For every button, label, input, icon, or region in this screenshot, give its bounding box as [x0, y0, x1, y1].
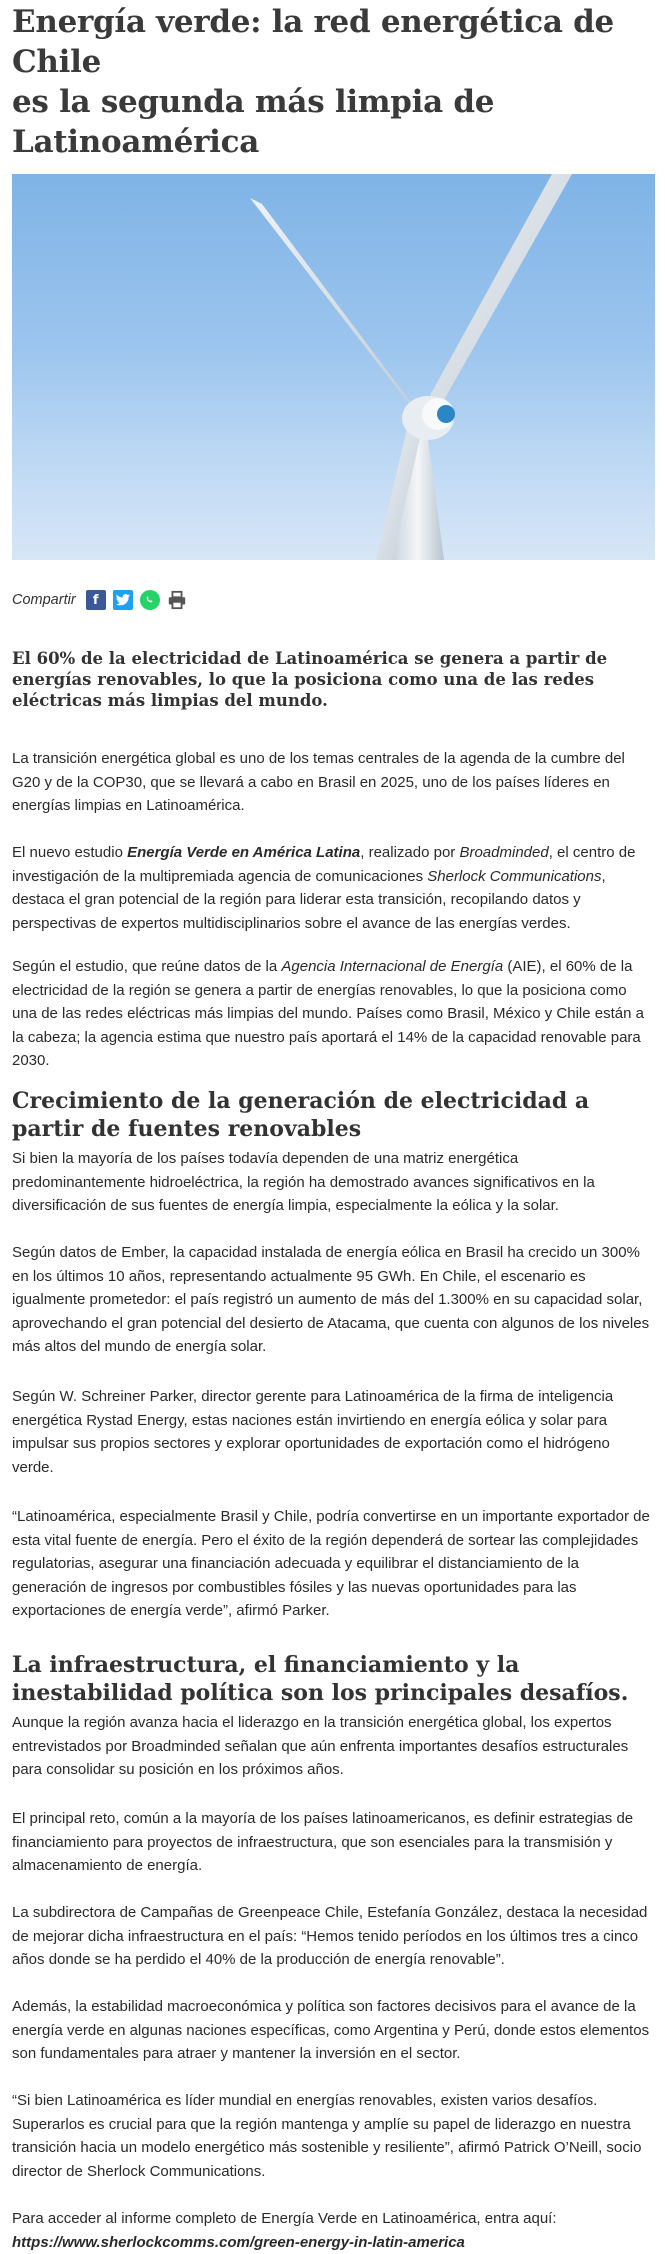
paragraph-8: Aunque la región avanza hacia el liderazgo en la transición energética global, los expertos entrevistados por Broadminded señalan que aún enfrenta importantes desafíos estructurales para consolidar su posición en los próximos años. [12, 1714, 629, 1778]
paragraph-7-quote: “Latinoamérica, especialmente Brasil y Chile, podría convertirse en un importante exportador de esta vital fuente de energía. Pero el éxito de la región dependerá de sortear las complejidades regulatorias, asegurar una financiación adecuada y equilibrar el distanciamiento de la generación de ingresos por combustibles fósiles y las nuevas oportunidades para las exportaciones de energía verde”, afirmó Parker. [12, 1508, 650, 1619]
share-bar [12, 586, 655, 614]
whatsapp-icon[interactable] [140, 590, 160, 610]
hero-image-wind-turbine [12, 174, 655, 560]
title-line-1: Energía verde: la red energética de Chile [12, 4, 614, 80]
paragraph-12-quote: “Si bien Latinoamérica es líder mundial en energías renovables, existen varios desafíos. Superarlos es crucial para que la región mantenga y amplíe su papel de liderazgo en nuestra transición hacia un modelo energético más sostenible y resiliente”, afirmó Patrick O’Neill, socio director de Sherlock Communications. [12, 2092, 642, 2180]
turbine-hub [437, 405, 455, 423]
title-line-2: es la segunda más limpia de Latinoamérica [12, 84, 495, 160]
paragraph-6: Según W. Schreiner Parker, director gerente para Latinoamérica de la firma de inteligencia energética Rystad Energy, estas naciones están invirtiendo en energía eólica y solar para impulsar sus propios sectores y explorar oportunidades de exportación como el hidrógeno verde. [12, 1388, 614, 1476]
article-lead: El 60% de la electricidad de Latinoamérica se genera a partir de energías renovables, lo que la posiciona como una de las redes eléctricas más limpias del mundo. [12, 649, 608, 710]
twitter-icon[interactable] [113, 590, 133, 610]
paragraph-5: Según datos de Ember, la capacidad instalada de energía eólica en Brasil ha crecido un 300% en los últimos 10 años, representando actualmente 95 GWh. En Chile, el escenario es igualmente prometedor: el país registró un aumento de más del 1.300% en su capacidad solar, aprovechando el gran potencial del desierto de Atacama, que cuenta con algunos de los niveles más altos del mundo de energía solar. [12, 1244, 650, 1355]
share-label: Compartir [12, 592, 76, 608]
paragraph-13: Para acceder al informe completo de Energía Verde en Latinoamérica, entra aquí: https://www.sherlockcomms.com/green-energy-in-latin-america [12, 2210, 557, 2251]
broadminded-name: Broadminded [459, 844, 549, 861]
turbine-blade-upper-left [250, 198, 424, 420]
paragraph-4: Si bien la mayoría de los países todavía dependen de una matriz energética predominantemente hidroeléctrica, la región ha demostrado avances significativos en la diversificación de sus fuentes de energía limpia, especialmente la eólica y la solar. [12, 1150, 595, 1214]
section-heading-challenges: La infraestructura, el financiamiento y la inestabilidad política son los principales desafíos. [12, 1652, 629, 1706]
study-name: Energía Verde en América Latina [127, 844, 361, 861]
paragraph-11: Además, la estabilidad macroeconómica y política son factores decisivos para el avance de la energía verde en algunas naciones específicas, como Argentina y Perú, donde estos elementos son fundamentales para atraer y mantener la inversión en el sector. [12, 1998, 650, 2062]
sherlock-name: Sherlock Communications [427, 867, 602, 885]
paragraph-10: La subdirectora de Campañas de Greenpeace Chile, Estefanía González, destaca la necesidad de mejorar dicha infraestructura en el país: “Hemos tenido períodos en los últimos tres a cinco años donde se ha perdido el 40% de la producción de energía renovable”. [12, 1904, 648, 1968]
section-heading-growth: Crecimiento de la generación de electricidad a partir de fuentes renovables [12, 1088, 590, 1142]
aie-name: Agencia Internacional de Energía [281, 958, 504, 975]
article [12, 0, 655, 2251]
facebook-icon[interactable]: f [86, 590, 106, 610]
wind-turbine-illustration [12, 174, 655, 560]
paragraph-1: La transición energética global es uno de los temas centrales de la agenda de la cumbre del G20 y de la COP30, que se llevará a cabo en Brasil en 2025, uno de los países líderes en energías limpias en Latinoamérica. [12, 750, 625, 814]
article-title [12, 2, 655, 162]
print-icon[interactable] [167, 590, 187, 610]
report-link[interactable]: https://www.sherlockcomms.com/green-energy-in-latin-america [12, 2233, 465, 2251]
paragraph-3: Según el estudio, que reúne datos de la Agencia Internacional de Energía (AIE), el 60% de la electricidad de la región se genera a partir de energías renovables, lo que la posiciona como una de las redes eléctricas más limpias del mundo. Países como Brasil, México y Chile están a la cabeza; la agencia estima que nuestro país aportará el 14% de la capacidad renovable para 2030. [12, 958, 644, 1069]
paragraph-2: El nuevo estudio Energía Verde en América Latina, realizado por Broadminded, el centro de investigación de la multipremiada agencia de comunicaciones Sherlock Communications, destaca el gran potencial de la región para liderar esta transición, recopilando datos y perspectivas de expertos multidisciplinarios sobre el avance de las energías verdes. [12, 844, 636, 932]
paragraph-9: El principal reto, común a la mayoría de los países latinoamericanos, es definir estrategias de financiamiento para proyectos de infraestructura, que son esenciales para la transmisión y almacenamiento de energía. [12, 1810, 634, 1874]
turbine-blade-upper-right [422, 174, 572, 414]
